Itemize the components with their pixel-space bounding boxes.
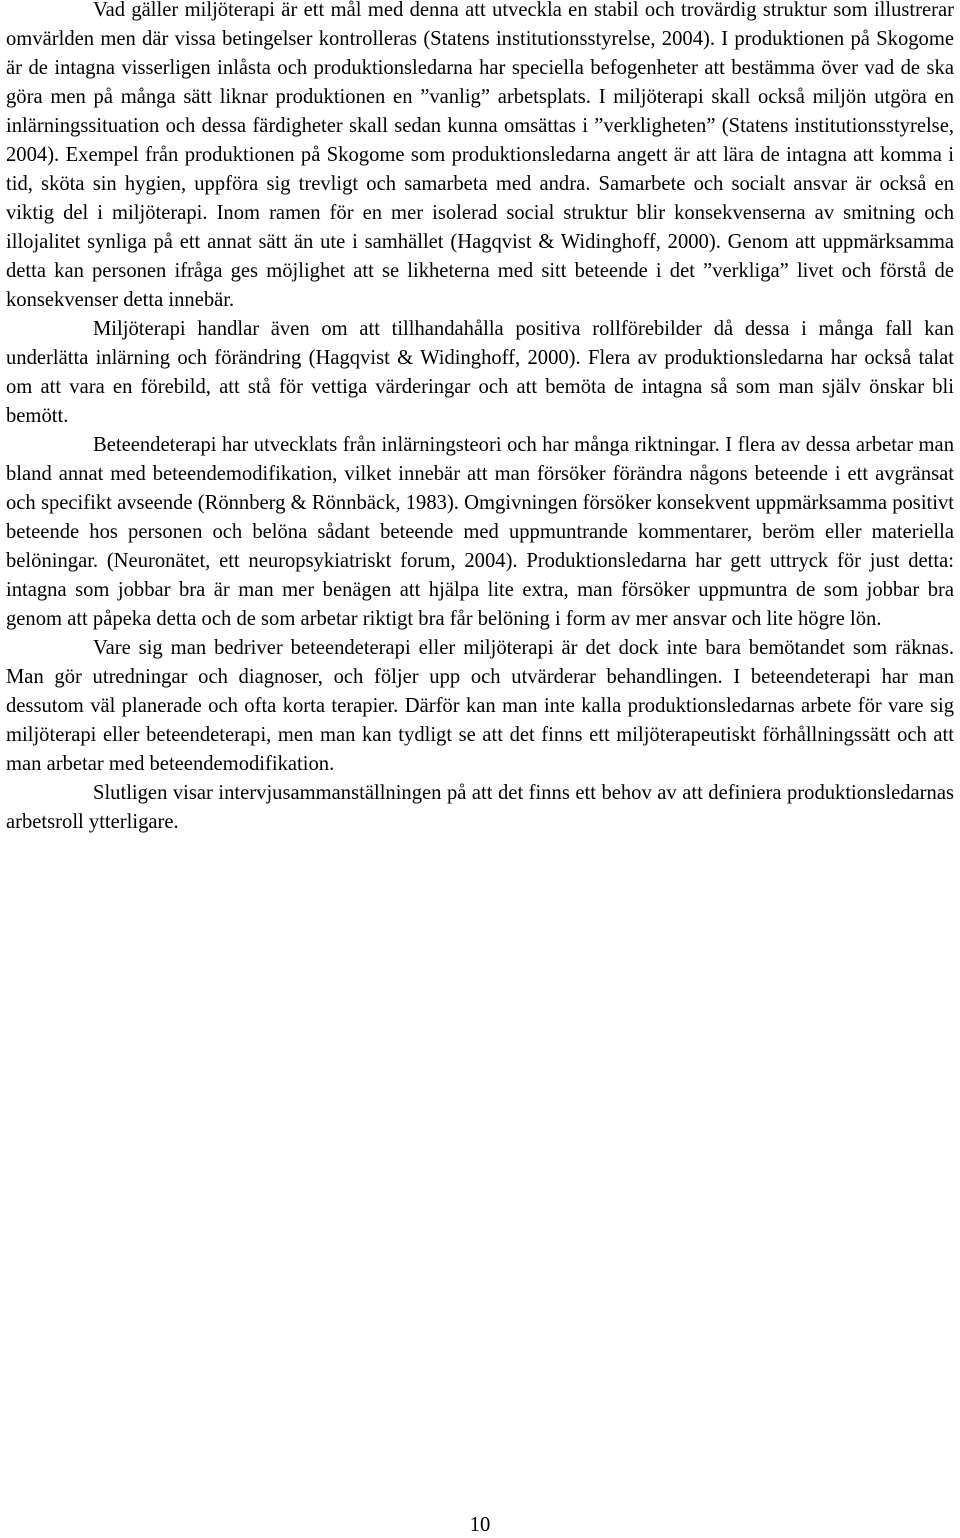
page-number: 10 <box>469 1514 491 1536</box>
paragraph-2: Miljöterapi handlar även om att tillhandahålla positiva rollförebilder då dessa i många fall kan underlätta inlärning och förändring (Hagqvist & Widinghoff, 2000). Flera av produktionsledarna har också talat om att vara en förebild, att stå för vettiga värderingar och att bemöta de intagna så som man själv önskar bli bemött. <box>6 318 954 427</box>
paragraph-4: Vare sig man bedriver beteendeterapi eller miljöterapi är det dock inte bara bemötandet som räknas. Man gör utredningar och diagnoser, och följer upp och utvärderar behandlingen. I beteendeterapi har man dessutom väl planerade och ofta korta terapier. Därför kan man inte kalla produktionsledarnas arbete för vare sig miljöterapi eller beteendeterapi, men man kan tydligt se att det finns ett miljöterapeutiskt förhållningssätt och att man arbetar med beteendemodifikation. <box>6 637 954 775</box>
paragraph-1: Vad gäller miljöterapi är ett mål med denna att utveckla en stabil och trovärdig struktur som illustrerar omvärlden men där vissa betingelser kontrolleras (Statens institutionsstyrelse, 2004). I produktionen på Skogome är de intagna visserligen inlåsta och produktionsledarna har speciella befogenheter att bestämma över vad de ska göra men på många sätt liknar produktionen en ”vanlig” arbetsplats. I miljöterapi skall också miljön utgöra en inlärningssituation och dessa färdigheter skall sedan kunna omsättas i ”verkligheten” (Statens institutionsstyrelse, 2004). Exempel från produktionen på Skogome som produktionsledarna angett är att lära de intagna att komma i tid, sköta sin hygien, uppföra sig trevligt och samarbeta med andra. Samarbete och socialt ansvar är också en viktig del i miljöterapi. Inom ramen för en mer isolerad social struktur blir konsekvenserna av smitning och illojalitet synliga på ett annat sätt än ute i samhället (Hagqvist & Widinghoff, 2000). Genom att uppmärksamma detta kan personen ifråga ges möjlighet att se likheterna med sitt beteende i det ”verkliga” livet och förstå de konsekvenser detta innebär. <box>6 0 954 311</box>
document-page <box>6 0 954 837</box>
paragraph-3: Beteendeterapi har utvecklats från inlärningsteori och har många riktningar. I flera av dessa arbetar man bland annat med beteendemodifikation, vilket innebär att man försöker förändra någons beteende i ett avgränsat och specifikt avseende (Rönnberg & Rönnbäck, 1983). Omgivningen försöker konsekvent uppmärksamma positivt beteende hos personen och belöna sådant beteende med uppmuntrande kommentarer, beröm eller materiella belöningar. (Neuronätet, ett neuropsykiatriskt forum, 2004). Produktionsledarna har gett uttryck för just detta: intagna som jobbar bra är man mer benägen att hjälpa lite extra, man försöker uppmuntra de som jobbar bra genom att påpeka detta och de som arbetar riktigt bra får belöning i form av mer ansvar och lite högre lön. <box>6 434 954 630</box>
paragraph-5: Slutligen visar intervjusammanställningen på att det finns ett behov av att definiera produktionsledarnas arbetsroll ytterligare. <box>6 782 954 833</box>
